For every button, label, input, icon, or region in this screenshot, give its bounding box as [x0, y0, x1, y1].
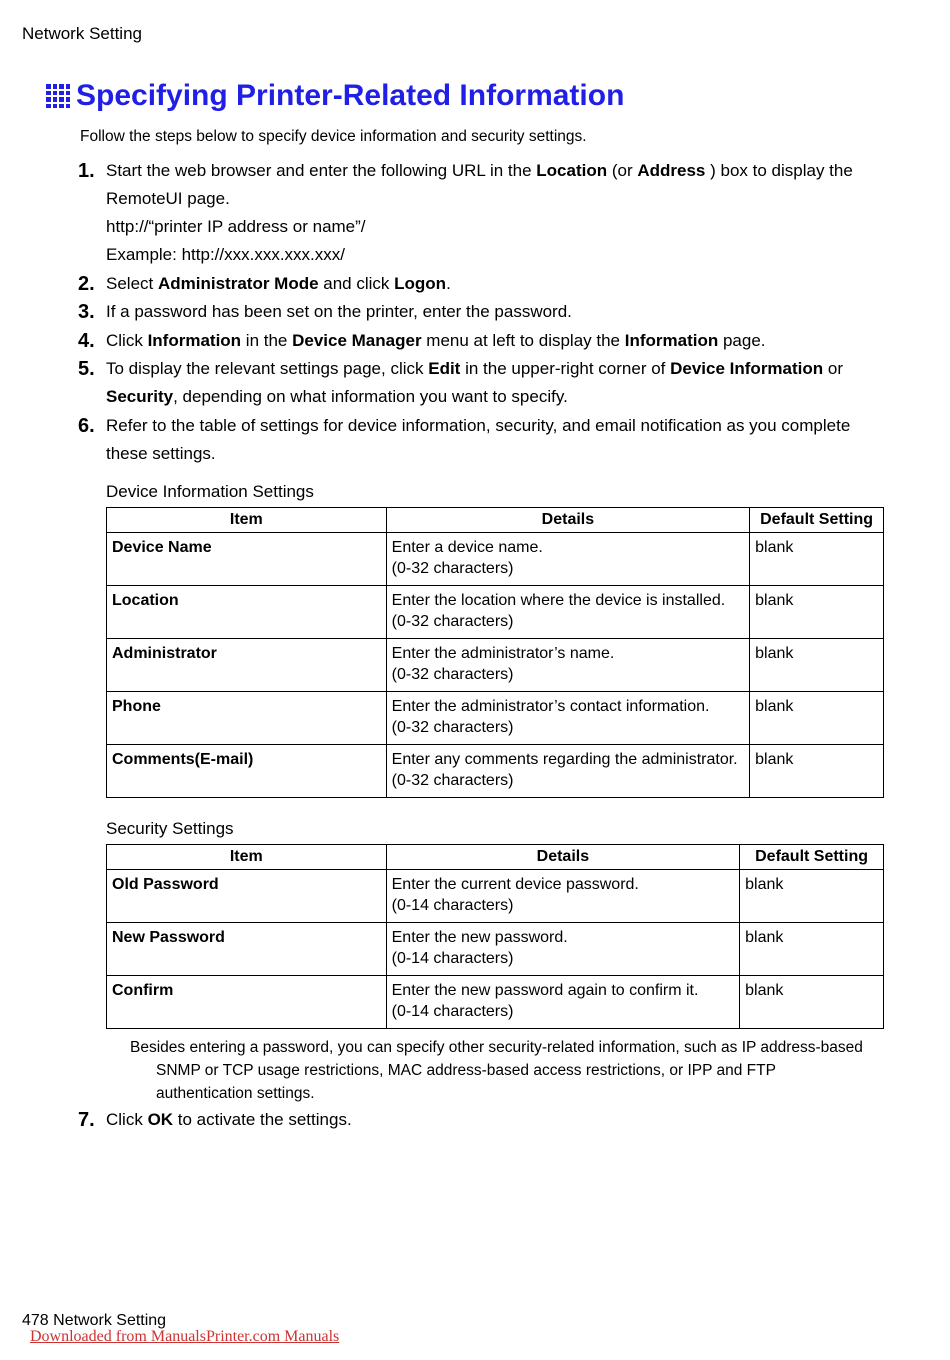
- details-cell: Enter the current device password. (0-14 characters): [386, 870, 740, 923]
- security-table: [106, 844, 884, 1029]
- details-cell: Enter a device name. (0-32 characters): [386, 533, 749, 586]
- default-cell: blank: [750, 586, 884, 639]
- page-footer: 478 Network Setting: [22, 1312, 167, 1329]
- details-cell: Enter any comments regarding the administrator. (0-32 characters): [386, 745, 749, 798]
- item-cell: Location: [107, 586, 387, 639]
- step-text: Start the web browser and enter the following URL in the Location (or Address ) box to display the RemoteUI page. http://“printer IP address or name”/ Example: http://xxx.xxx.xxx.xxx/: [106, 161, 853, 264]
- item-cell: Device Name: [107, 533, 387, 586]
- details-cell: Enter the administrator’s contact information. (0-32 characters): [386, 692, 749, 745]
- device-info-table: [106, 507, 884, 798]
- download-link[interactable]: Downloaded from ManualsPrinter.com Manuals: [30, 1328, 340, 1345]
- step-number: 6.: [78, 415, 95, 437]
- table-row: [107, 586, 884, 639]
- details-cell: Enter the administrator’s name. (0-32 characters): [386, 639, 749, 692]
- default-cell: blank: [750, 639, 884, 692]
- default-cell: blank: [740, 923, 884, 976]
- details-cell: Enter the location where the device is installed. (0-32 characters): [386, 586, 749, 639]
- table-row: [107, 870, 884, 923]
- url-format: http://“printer IP address or name”/: [106, 217, 366, 236]
- table-row: [107, 745, 884, 798]
- step-number: 4.: [78, 330, 95, 352]
- section-grid-icon: [46, 84, 70, 108]
- step-number: 1.: [78, 160, 95, 182]
- column-header: Default Setting: [750, 508, 884, 533]
- running-header: Network Setting: [22, 24, 142, 43]
- table-row: [107, 923, 884, 976]
- table-header-row: [107, 508, 884, 533]
- item-cell: New Password: [107, 923, 387, 976]
- item-cell: Phone: [107, 692, 387, 745]
- step-number: 5.: [78, 358, 95, 380]
- table-row: [107, 692, 884, 745]
- security-note: Besides entering a password, you can specify other security-related information, such as IP address-based SNMP or TCP usage restrictions, MAC address-based access restrictions, or IPP and FTP authentication settings.: [130, 1039, 863, 1102]
- step-number: 7.: [78, 1109, 95, 1131]
- step-number: 2.: [78, 273, 95, 295]
- step-text: Refer to the table of settings for device information, security, and email notification as you complete these settings.: [106, 416, 851, 463]
- step-text: Select Administrator Mode and click Logon.: [106, 274, 451, 293]
- table-header-row: [107, 845, 884, 870]
- item-cell: Old Password: [107, 870, 387, 923]
- column-header: Default Setting: [740, 845, 884, 870]
- security-table-caption: Security Settings: [106, 819, 234, 838]
- column-header: Item: [107, 508, 387, 533]
- table-row: [107, 639, 884, 692]
- item-cell: Confirm: [107, 976, 387, 1029]
- step-text: To display the relevant settings page, click Edit in the upper-right corner of Device Information or Security, depending on what information you want to specify.: [106, 359, 844, 406]
- page-title-text: Specifying Printer-Related Information: [76, 79, 625, 112]
- column-header: Details: [386, 845, 740, 870]
- details-cell: Enter the new password. (0-14 characters): [386, 923, 740, 976]
- step-text: If a password has been set on the printer, enter the password.: [106, 302, 572, 321]
- table-row: [107, 976, 884, 1029]
- column-header: Details: [386, 508, 749, 533]
- item-cell: Comments(E-mail): [107, 745, 387, 798]
- page-title: [46, 76, 624, 116]
- default-cell: blank: [740, 870, 884, 923]
- step-text: Click Information in the Device Manager menu at left to display the Information page.: [106, 331, 766, 350]
- step-number: 3.: [78, 301, 95, 323]
- step-text: Click OK to activate the settings.: [106, 1110, 352, 1129]
- default-cell: blank: [750, 745, 884, 798]
- default-cell: blank: [750, 533, 884, 586]
- intro-text: Follow the steps below to specify device information and security settings.: [80, 128, 587, 145]
- details-cell: Enter the new password again to confirm it. (0-14 characters): [386, 976, 740, 1029]
- default-cell: blank: [740, 976, 884, 1029]
- device-table-caption: Device Information Settings: [106, 482, 314, 501]
- default-cell: blank: [750, 692, 884, 745]
- column-header: Item: [107, 845, 387, 870]
- url-example: Example: http://xxx.xxx.xxx.xxx/: [106, 245, 346, 264]
- item-cell: Administrator: [107, 639, 387, 692]
- table-row: [107, 533, 884, 586]
